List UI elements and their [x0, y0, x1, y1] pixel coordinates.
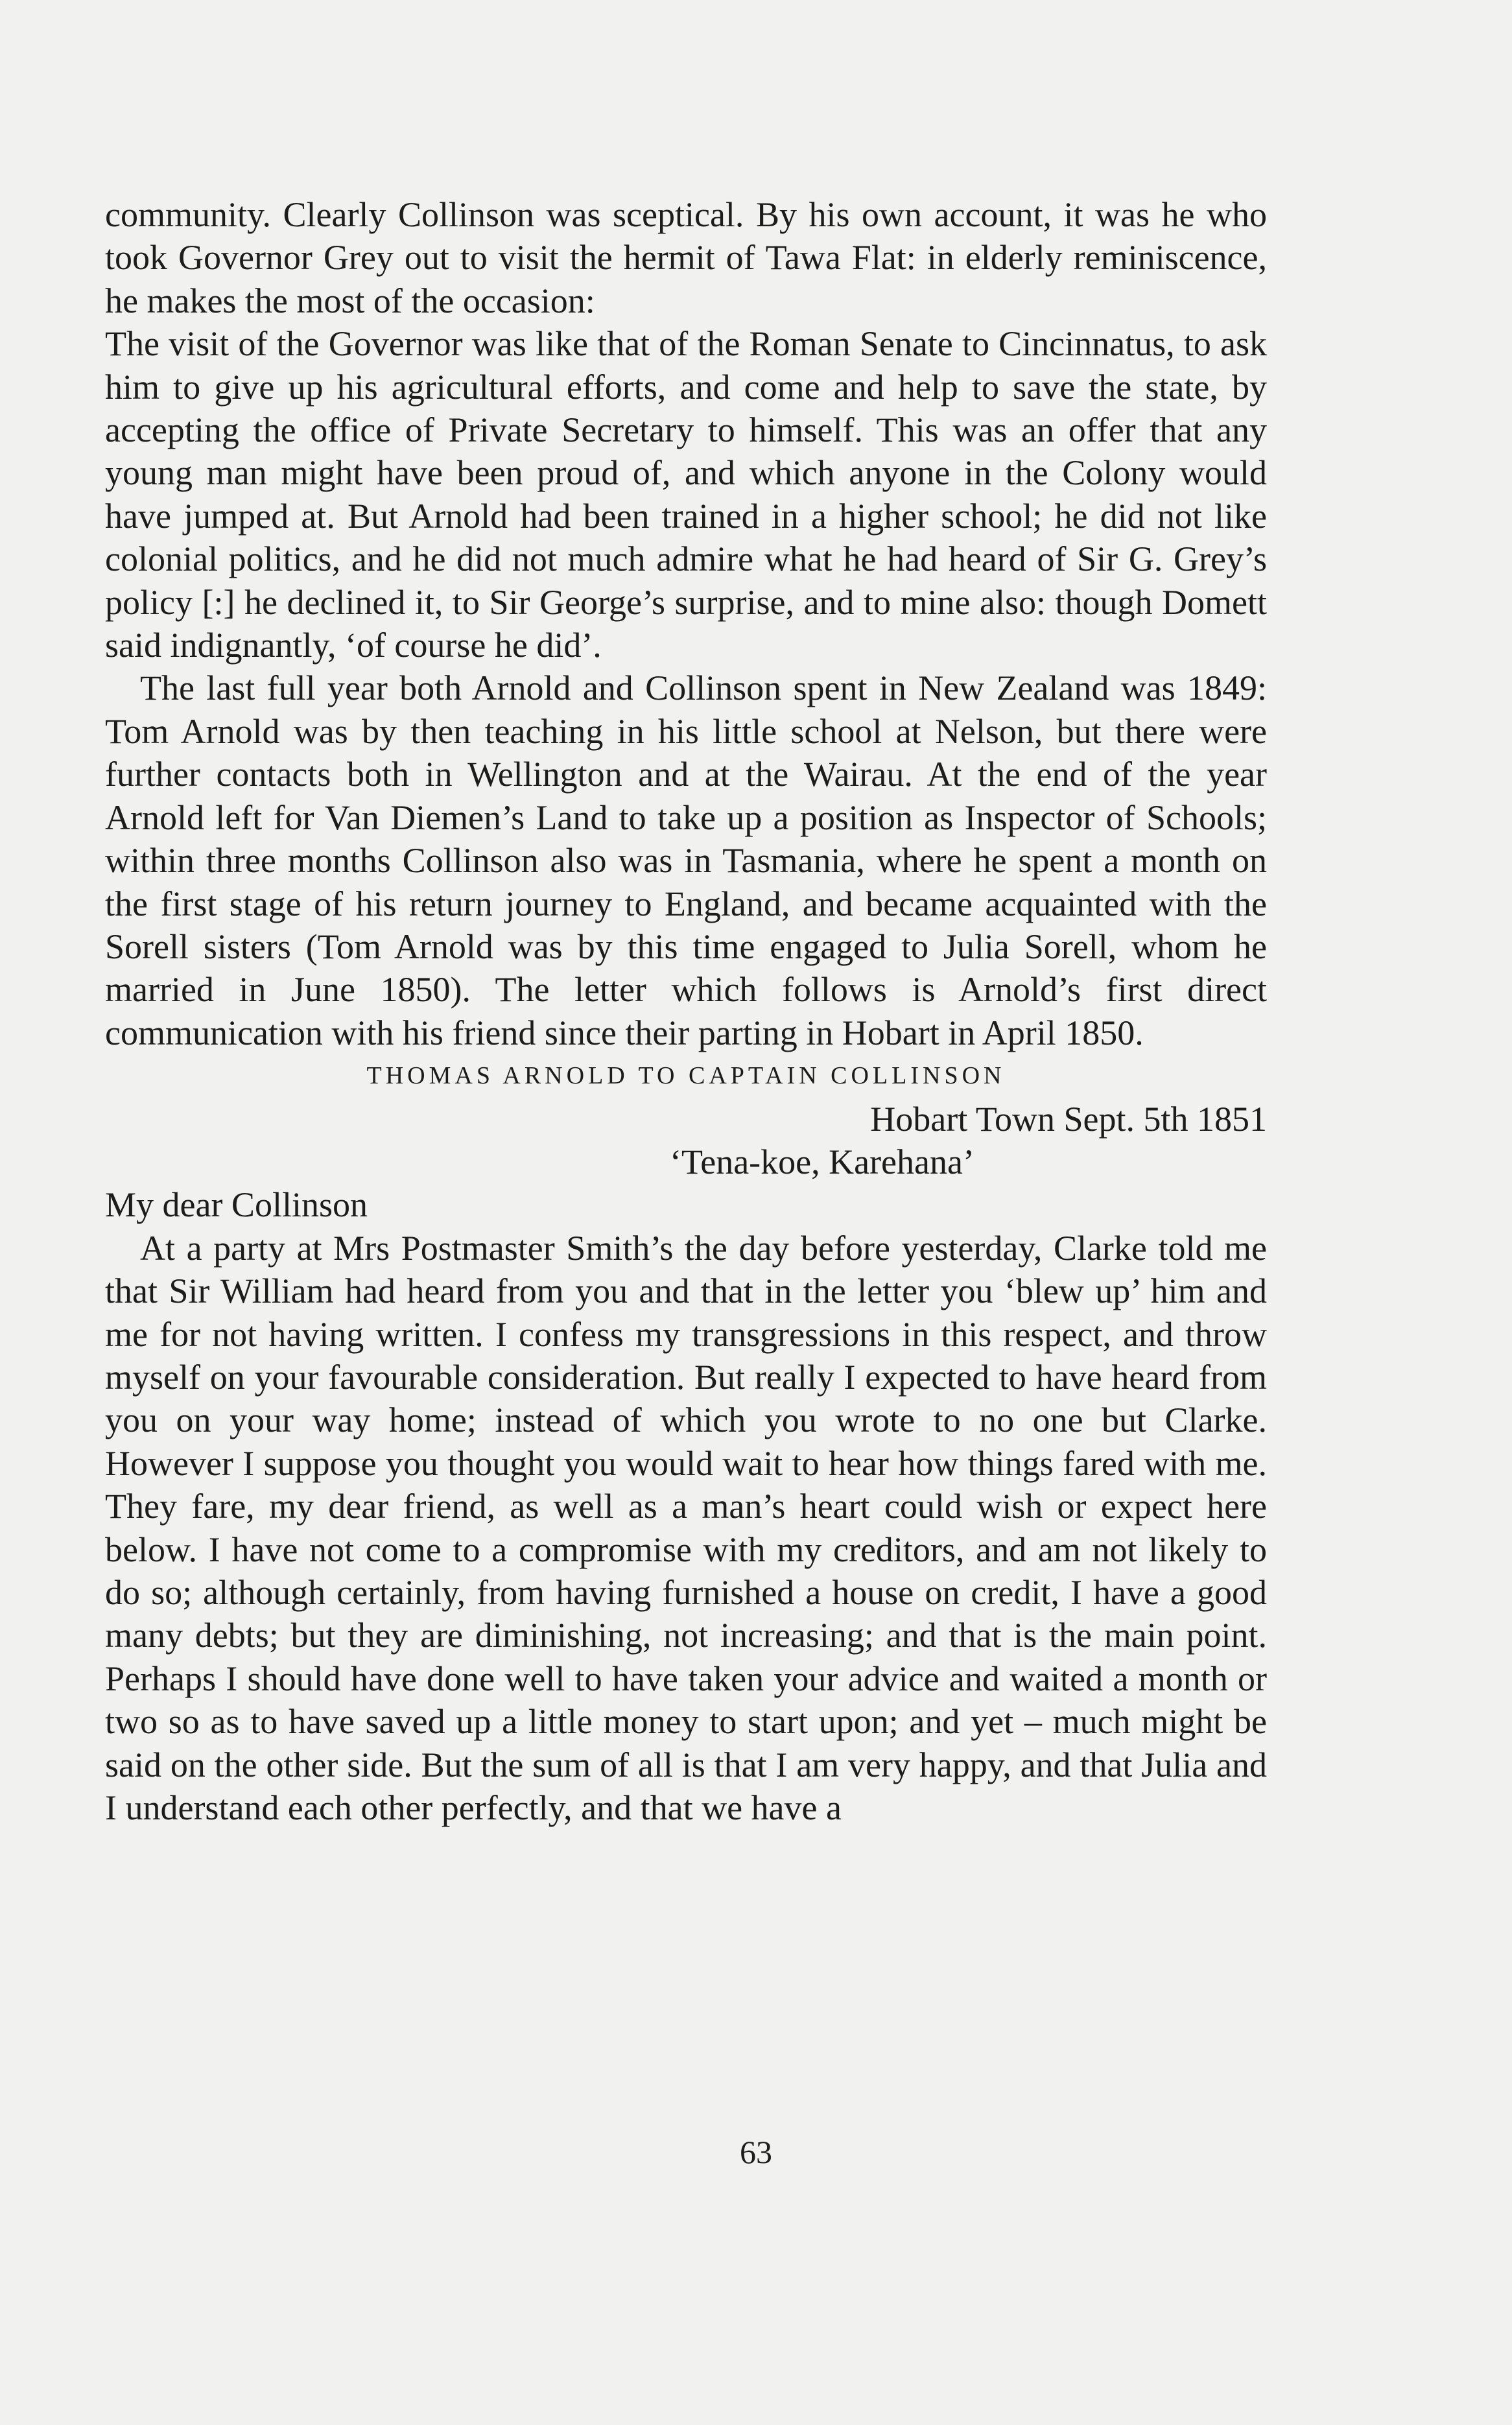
letter-heading: THOMAS ARNOLD TO CAPTAIN COLLINSON [366, 1062, 1006, 1090]
letter-maori-greeting: ‘Tena-koe, Karehana’ [670, 1142, 975, 1181]
letter-salutation: My dear Collinson [105, 1185, 368, 1225]
body-text [105, 193, 1267, 1829]
block-quotation: The visit of the Governor was like that of the Roman Senate to Cincinnatus, to ask him to give up his agricultural efforts, and come and help to save the state, by accepting the office of Private Secretary to himself. This was an offer that any young man might have been proud of, and which anyone in the Colony would have jumped at. But Arnold had been trained in a higher school; he did not like colonial politics, and he did not much admire what he had heard of Sir G. Grey’s policy [:] he declined it, to Sir George’s surprise, and to mine also: though Domett said indignantly, ‘of course he did’. [105, 324, 1267, 665]
paragraph-narrative: The last full year both Arnold and Collinson spent in New Zealand was 1849: Tom Arnold was by then teaching in his little school at Nelson, but there were further contacts both in Wellington and at the Wairau. At the end of the year Arnold left for Van Diemen’s Land to take up a position as Inspector of Schools; within three months Collinson also was in Tasmania, where he spent a month on the first stage of his return journey to England, and became acquainted with the Sorell sisters (Tom Arnold was by this time engaged to Julia Sorell, whom he married in June 1850). The letter which follows is Arnold’s first direct communication with his friend since their parting in Hobart in April 1850. [105, 668, 1267, 1052]
letter-body: At a party at Mrs Postmaster Smith’s the day before yesterday, Clarke told me that Sir William had heard from you and that in the letter you ‘blew up’ him and me for not having written. I confess my transgressions in this respect, and throw myself on your favourable consideration. But really I expected to have heard from you on your way home; instead of which you wrote to no one but Clarke. However I suppose you thought you would wait to hear how things fared with me. They fare, my dear friend, as well as a man’s heart could wish or expect here below. I have not come to a compromise with my creditors, and am not likely to do so; although certainly, from having furnished a house on credit, I have a good many debts; but they are diminishing, not increasing; and that is the main point. Perhaps I should have done well to have taken your advice and waited a month or two so as to have saved up a little money to start upon; and yet – much might be said on the other side. But the sum of all is that I am very happy, and that Julia and I understand each other perfectly, and that we have a [105, 1228, 1267, 1828]
letter-dateline: Hobart Town Sept. 5th 1851 [870, 1099, 1267, 1139]
paragraph-continuation: community. Clearly Collinson was sceptical. By his own account, it was he who took Governor Grey out to visit the hermit of Tawa Flat: in elderly reminiscence, he makes the most of the occasion: [105, 195, 1267, 320]
page-number: 63 [740, 2134, 772, 2170]
